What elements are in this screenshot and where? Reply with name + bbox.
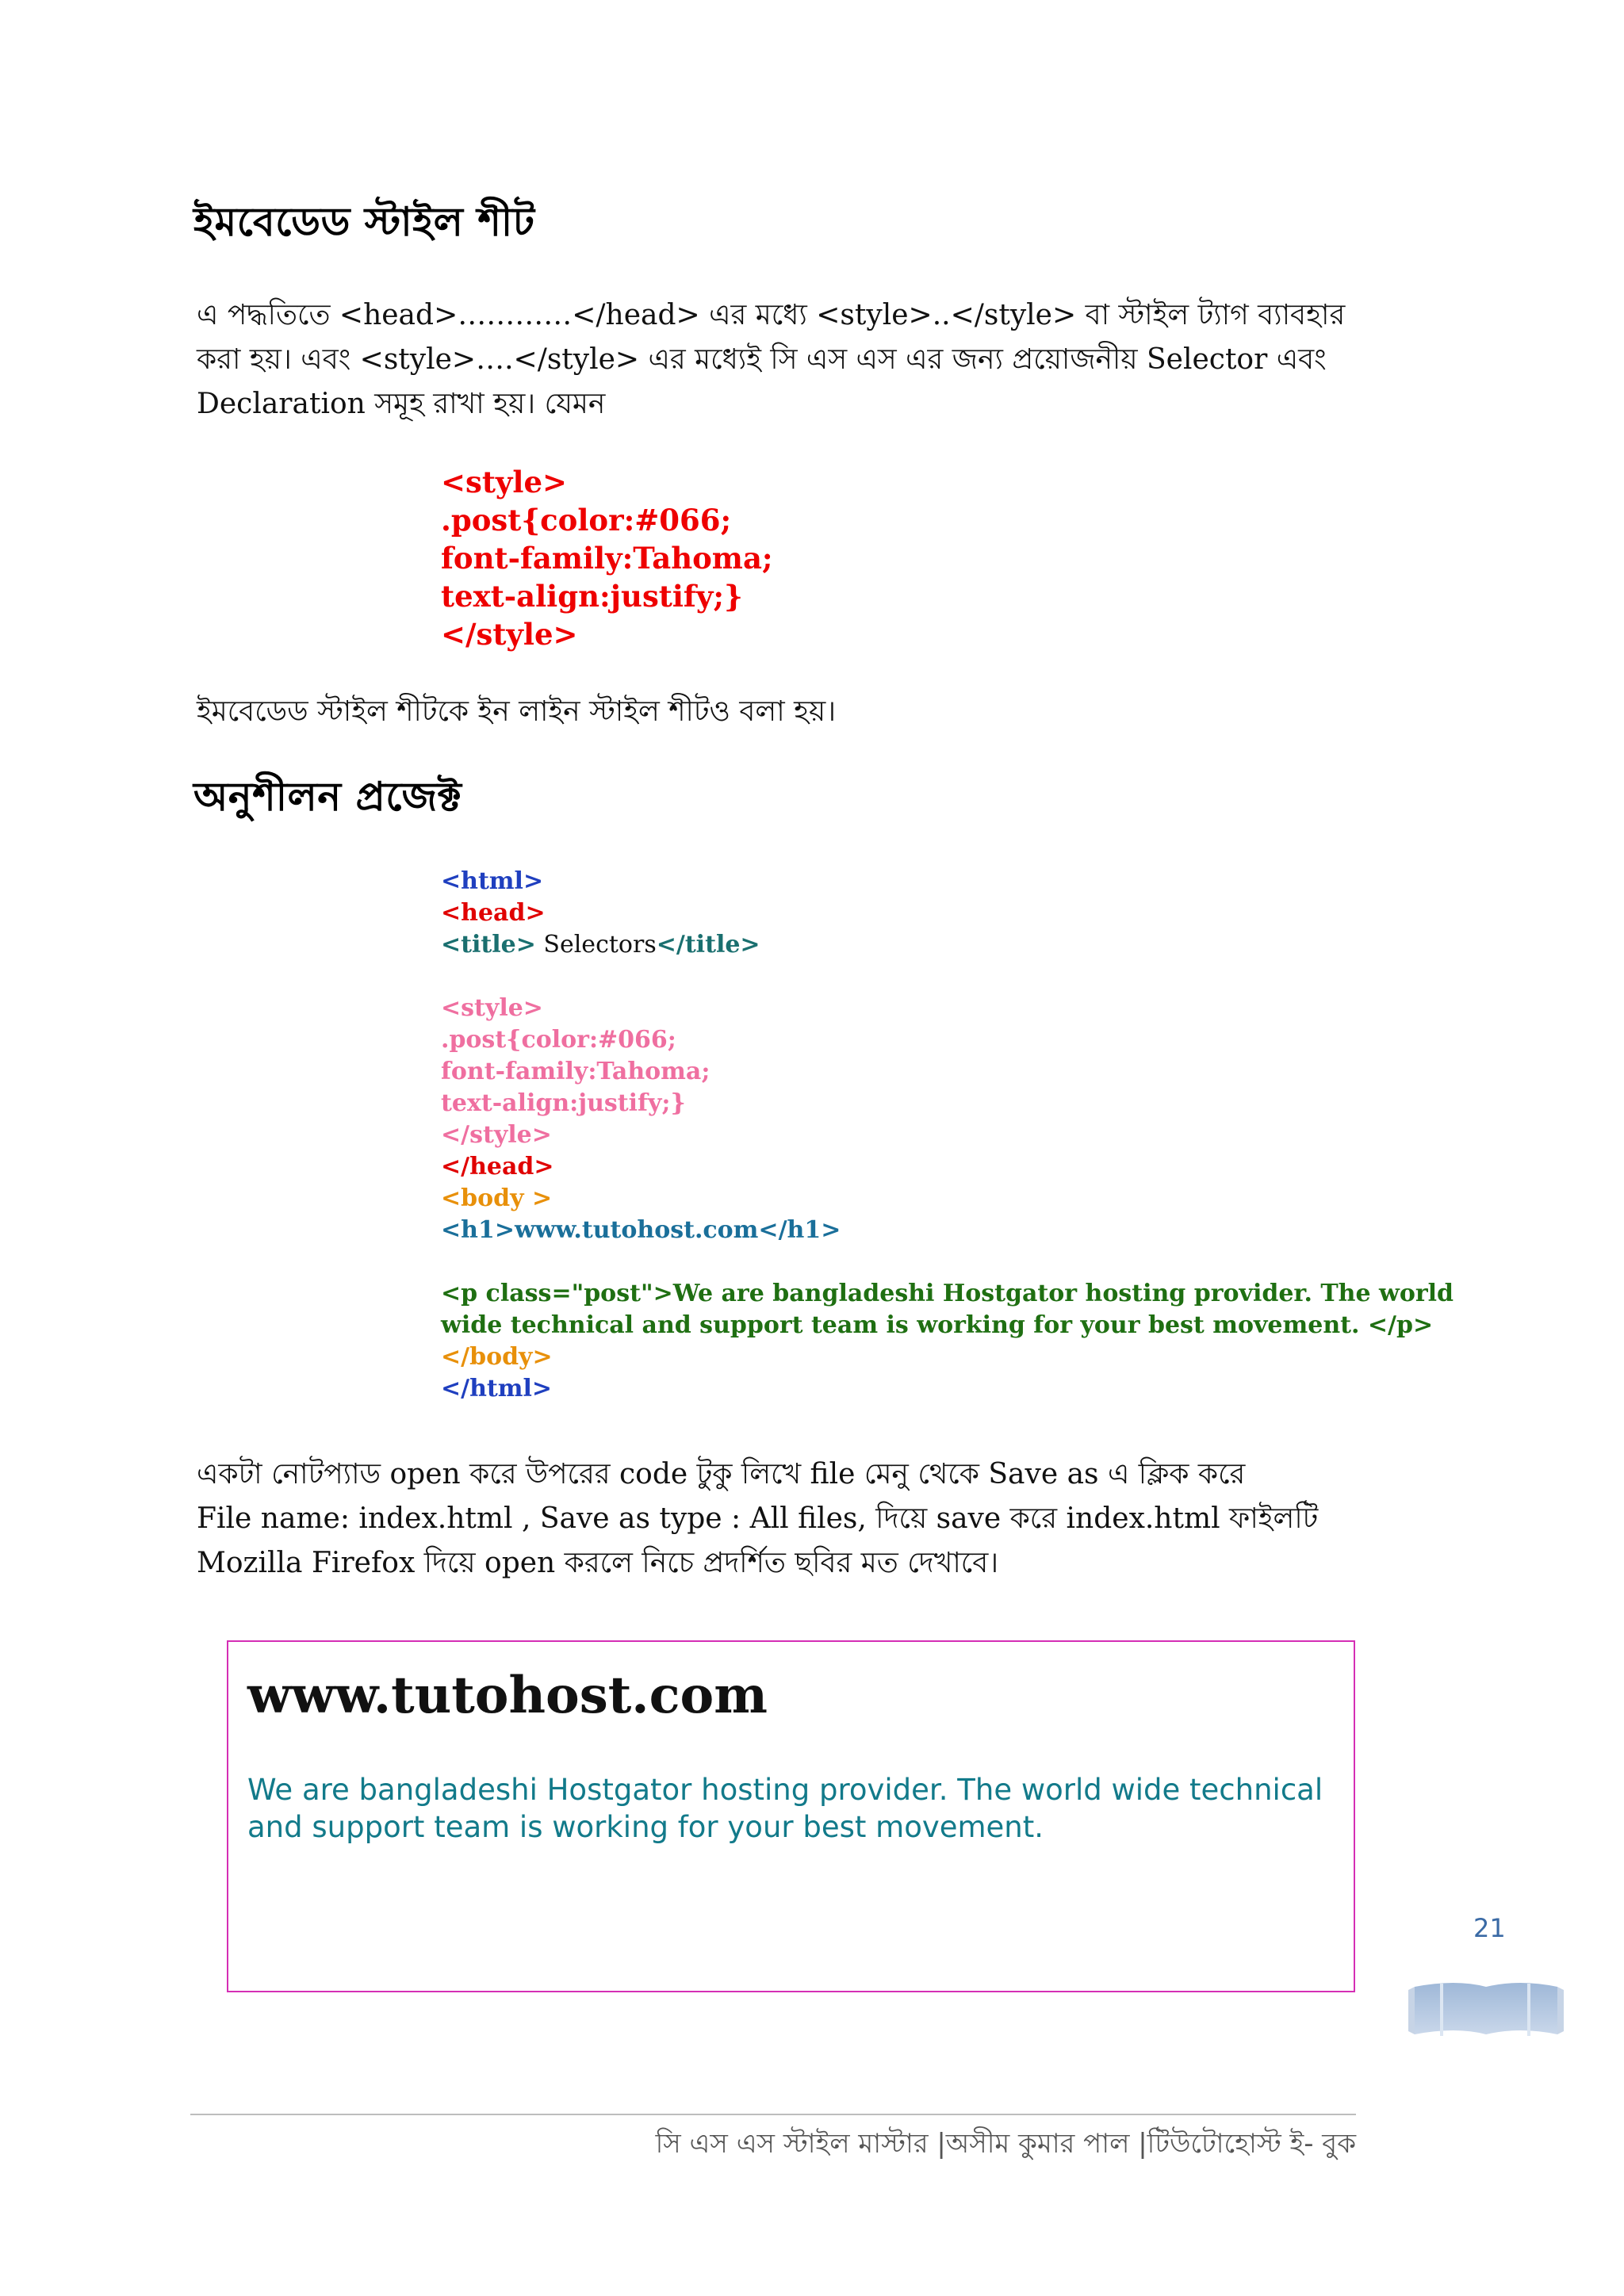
output-paragraph [247,1771,1323,1846]
output-line: We are bangladeshi Hostgator hosting provider. The world wide technical [247,1773,1323,1807]
code-p-line: <p class="post">We are bangladeshi Hostgator hosting provider. The world [441,1280,1454,1307]
section-heading-practice: অনুশীলন প্রজেক্ট [193,774,462,820]
instructions-line: File name: index.html , Save as type : All files, দিয়ে save করে index.html ফাইলটি [197,1502,1319,1535]
output-preview-box [227,1640,1355,1992]
code-h1-line: <h1>www.tutohost.com</h1> [441,1216,841,1244]
intro-line: করা হয়। এবং <style>….</style> এর মধ্যেই সি এস এস এর জন্য প্রয়োজনীয় Selector এবং [197,343,1327,376]
code-head-close: </head> [441,1153,554,1181]
code-style-line: .post{color:#066; [441,1026,676,1054]
inline-note: ইমবেডেড স্টাইল শীটকে ইন লাইন স্টাইল শীটও বলা হয়। [197,695,837,728]
instructions-line: Mozilla Firefox দিয়ে open করলে নিচে প্রদর্শিত ছবির মত দেখাবে। [197,1547,999,1579]
intro-line: Declaration সমূহ রাখা হয়। যেমন [197,388,606,420]
code-html-close: </html> [441,1375,553,1402]
code-style-line: font-family:Tahoma; [441,1058,710,1085]
code-line: <style> [441,465,568,499]
intro-paragraph [197,293,1354,427]
footer: সি এস এস স্টাইল মাস্টার |অসীম কুমার পাল |টিউটোহোস্ট ই- বুক [655,2128,1356,2160]
code-style-line: text-align:justify;} [441,1089,686,1117]
code-head-open: <head> [441,899,546,927]
code-html-open: <html> [441,867,544,895]
practice-code-block [441,866,1454,1405]
code-line: font-family:Tahoma; [441,541,773,576]
code-body-open: <body > [441,1184,553,1212]
intro-line: এ পদ্ধতিতে <head>…………</head> এর মধ্যে <style>..</style> বা স্টাইল ট্যাগ ব্যাবহার [197,299,1346,331]
code-body-close: </body> [441,1343,553,1371]
instructions-paragraph [197,1452,1354,1586]
code-style-line: <style> [441,994,543,1022]
title-text: Selectors [535,931,657,959]
page-number: 21 [1473,1913,1506,1943]
instructions-line: একটা নোটপ্যাড open করে উপরের code টুকু লিখে file মেনু থেকে Save as এ ক্লিক করে [197,1458,1246,1490]
code-title-line [441,929,1454,961]
title-open-tag: <title> [441,931,536,959]
code-line: text-align:justify;} [441,579,743,614]
page-ribbon-icon [1408,1979,1564,2042]
footer-divider [190,2114,1356,2115]
output-title: www.tutohost.com [247,1666,768,1725]
code-style-line: </style> [441,1121,552,1149]
section-heading-embedded: ইমবেডেড স্টাইল শীট [193,199,535,245]
output-line: and support team is working for your best movement. [247,1810,1044,1844]
code-line: </style> [441,617,578,652]
code-line: .post{color:#066; [441,503,732,538]
title-close-tag: </title> [656,931,760,959]
style-code-block [441,463,773,653]
code-p-line: wide technical and support team is working for your best movement. </p> [441,1311,1434,1339]
